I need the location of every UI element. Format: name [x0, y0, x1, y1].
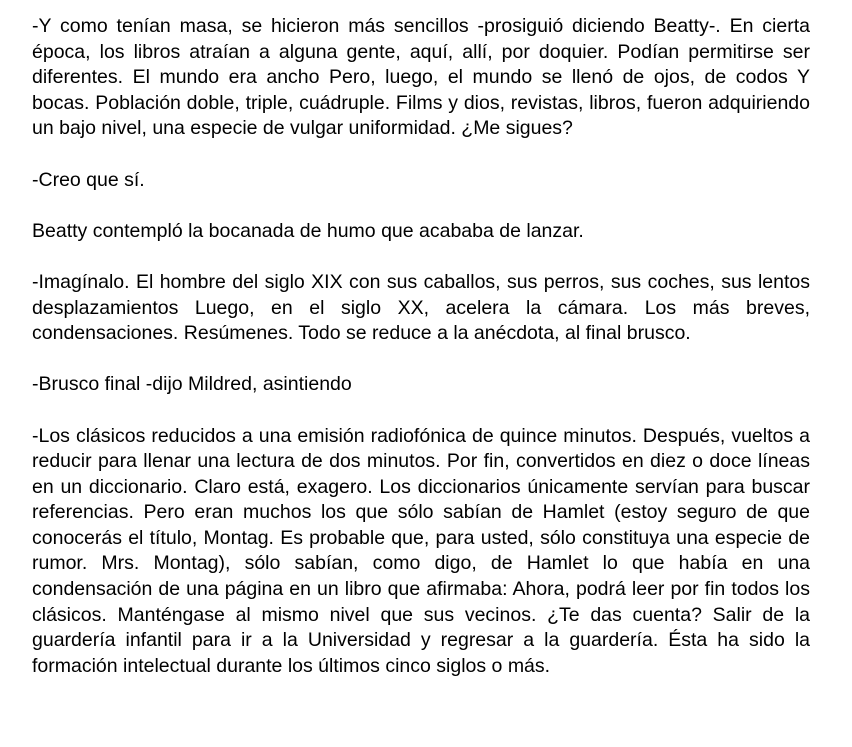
paragraph-clasicos-reducidos: -Los clásicos reducidos a una emisión radiofónica de quince minutos. Después, vueltos a reducir para llenar una lectura de dos minutos. Por fin, convertidos en diez o doce líneas en un diccionario. Claro está, exagero. Los diccionarios únicamente servían para buscar referencias. Pero eran muchos los que sólo sabían de Hamlet (estoy seguro de que conocerás el título, Montag. Es probable que, para usted, sólo constituya una especie de rumor. Mrs. Montag), sólo sabían, como digo, de Hamlet lo que había en una condensación de una página en un libro que afirmaba: Ahora, podrá leer por fin todos los clásicos. Manténgase al mismo nivel que sus vecinos. ¿Te das cuenta? Salir de la guardería infantil para ir a la Universidad y regresar a la guardería. Ésta ha sido la formación intelectual durante los últimos cinco siglos o más.	[32, 424, 810, 677]
paragraph-beatty-masses: -Y como tenían masa, se hicieron más sencillos -prosiguió diciendo Beatty-. En cierta época, los libros atraían a alguna gente, aquí, allí, por doquier. Podían permitirse ser diferentes. El mundo era ancho Pero, luego, el mundo se llenó de ojos, de codos Y bocas. Población doble, triple, cuádruple. Films y dios, revistas, libros, fueron adquiriendo un bajo nivel, una especie de vulgar uniformidad. ¿Me sigues?	[32, 15, 810, 140]
paragraph-bocanada-de-humo: Beatty contempló la bocanada de humo que acababa de lanzar.	[32, 219, 584, 242]
paragraph-imaginalo: -Imagínalo. El hombre del siglo XIX con sus caballos, sus perros, sus coches, sus lentos desplazamientos Luego, en el siglo XX, acelera la cámara. Los más breves, condensaciones. Resúmenes. Todo se reduce a la anécdota, al final brusco.	[32, 270, 810, 345]
document-page	[32, 14, 810, 679]
paragraph-brusco-final: -Brusco final -dijo Mildred, asintiendo	[32, 373, 352, 396]
paragraph-creo-que-si: -Creo que sí.	[32, 168, 145, 191]
